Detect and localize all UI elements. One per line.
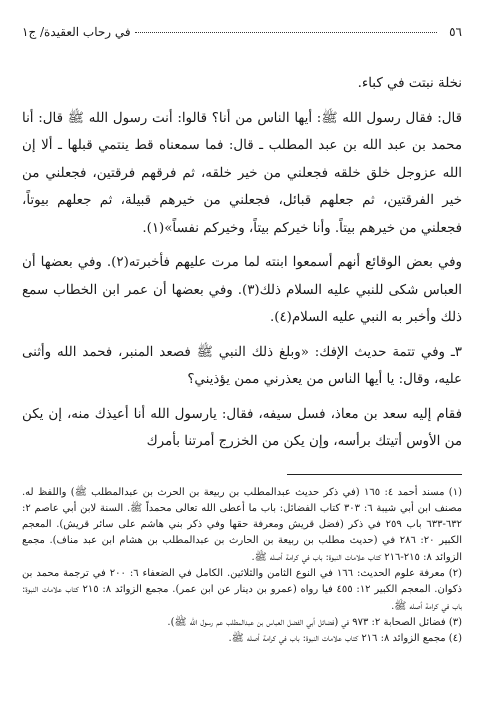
book-title: في رحاب العقيدة/ ج١ (22, 25, 131, 39)
footnote: (٢) معرفة علوم الحديث: ١٦٦ في النوع الثامن والثلاثين. الكامل في الضعفاء ٦: ٢٠٠ في ترجمة محمد بن ذكوان. المعجم الكبير ١٢: ٤٥٥ فيا رواه (عمرو بن دينار عن ابن عمر). مجمع الزوائد ٨: ٢١٥ كتاب علامات النبوة: باب في كرامة أصله ﷺ. (22, 567, 462, 612)
page (22, 22, 462, 647)
paragraph: ٣ـ وفي تتمة حديث الإفك: «وبلغ ذلك النبي ﷺ فصعد المنبر، فحمد الله وأثنى عليه، وقال: يا أيها الناس من يعذرني ممن يؤذيني؟ (22, 344, 462, 387)
page-number: ٥٦ (449, 25, 462, 39)
running-header (22, 22, 462, 42)
footnote: (٤) مجمع الزوائد ٨: ٢١٦ كتاب علامات النبوة: باب في كرامة أصله ﷺ. (228, 633, 462, 645)
paragraph: وفي بعض الوقائع أنهم أسمعوا ابنته لما مرت عليهم فأخبرته(٢). وفي بعضها أن العباس شكى للنبي عليه السلام ذلك(٣). وفي بعضها أن عمر ابن الخطاب سمع ذلك وأخبر به النبي عليه السلام(٤). (22, 255, 463, 325)
footnote: (١) مسند أحمد ٤: ١٦٥ (في ذكر حديث عبدالمطلب بن ربيعة بن الحرث بن عبدالمطلب ﷺ) واللفظ له. مصنف ابن أبي شيبة ٦: ٣٠٣ كتاب الفضائل: باب ما أعطى الله تعالى محمداً ﷺ. السنة لابن أبي عاصم ٢: ٦٣٢-٦٣٣ باب ٢٥٩ في ذكر (فضل قريش ومعرفة حقها وفي ذكر بني هاشم على سائر قريش). المعجم الكبير ٢٠: ٢٨٦ في (حديث مطلب بن ربيعة بن الحارث بن عبدالمطلب بن هشام ابن عبد مناف). مجمع الزوائد ٨: ٢١٥-٢١٦ كتاب علامات النبوة: باب في كرامة أصله ﷺ. (22, 486, 462, 563)
paragraph: نخلة نبتت في كباء. (357, 76, 462, 91)
footnote: (٣) فضائل الصحابة ٢: ٩٧٣ في (فضائل أبي الفضل العباس بن عبدالمطلب عم رسول الله ﷺ). (167, 616, 462, 628)
paragraph: فقام إليه سعد بن معاذ، فسل سيفه، فقال: يارسول الله أنا أعيذك منه، إن يكن من الأوس أتيتك برأسه، وإن يكن من الخزرج أمرتنا بأمرك (22, 406, 462, 449)
header-dotted-leader (135, 31, 437, 33)
main-text (22, 70, 462, 456)
paragraph: قال: فقال رسول الله ﷺ: أيها الناس من أنا؟ قالوا: أنت رسول الله ﷺ قال: أنا محمد بن عبد الله بن عبد المطلب ـ قال: فما سمعناه قط ينتمي قبلها ـ ألا إن الله عزوجل خلق خلقه فجعلني من خير خلقه، ثم فرقهم فرقتين، فجعلني من خير الفرقتين، ثم جعلهم قبائل، فجعلني من خيرهم قبيلة، ثم جعلهم بيوتاً، فجعلني من خيرهم بيتاً. وأنا خيركم بيتاً، وخيركم نفساً»(١). (22, 110, 462, 236)
footnote-divider (287, 474, 462, 475)
footnotes (22, 485, 462, 648)
